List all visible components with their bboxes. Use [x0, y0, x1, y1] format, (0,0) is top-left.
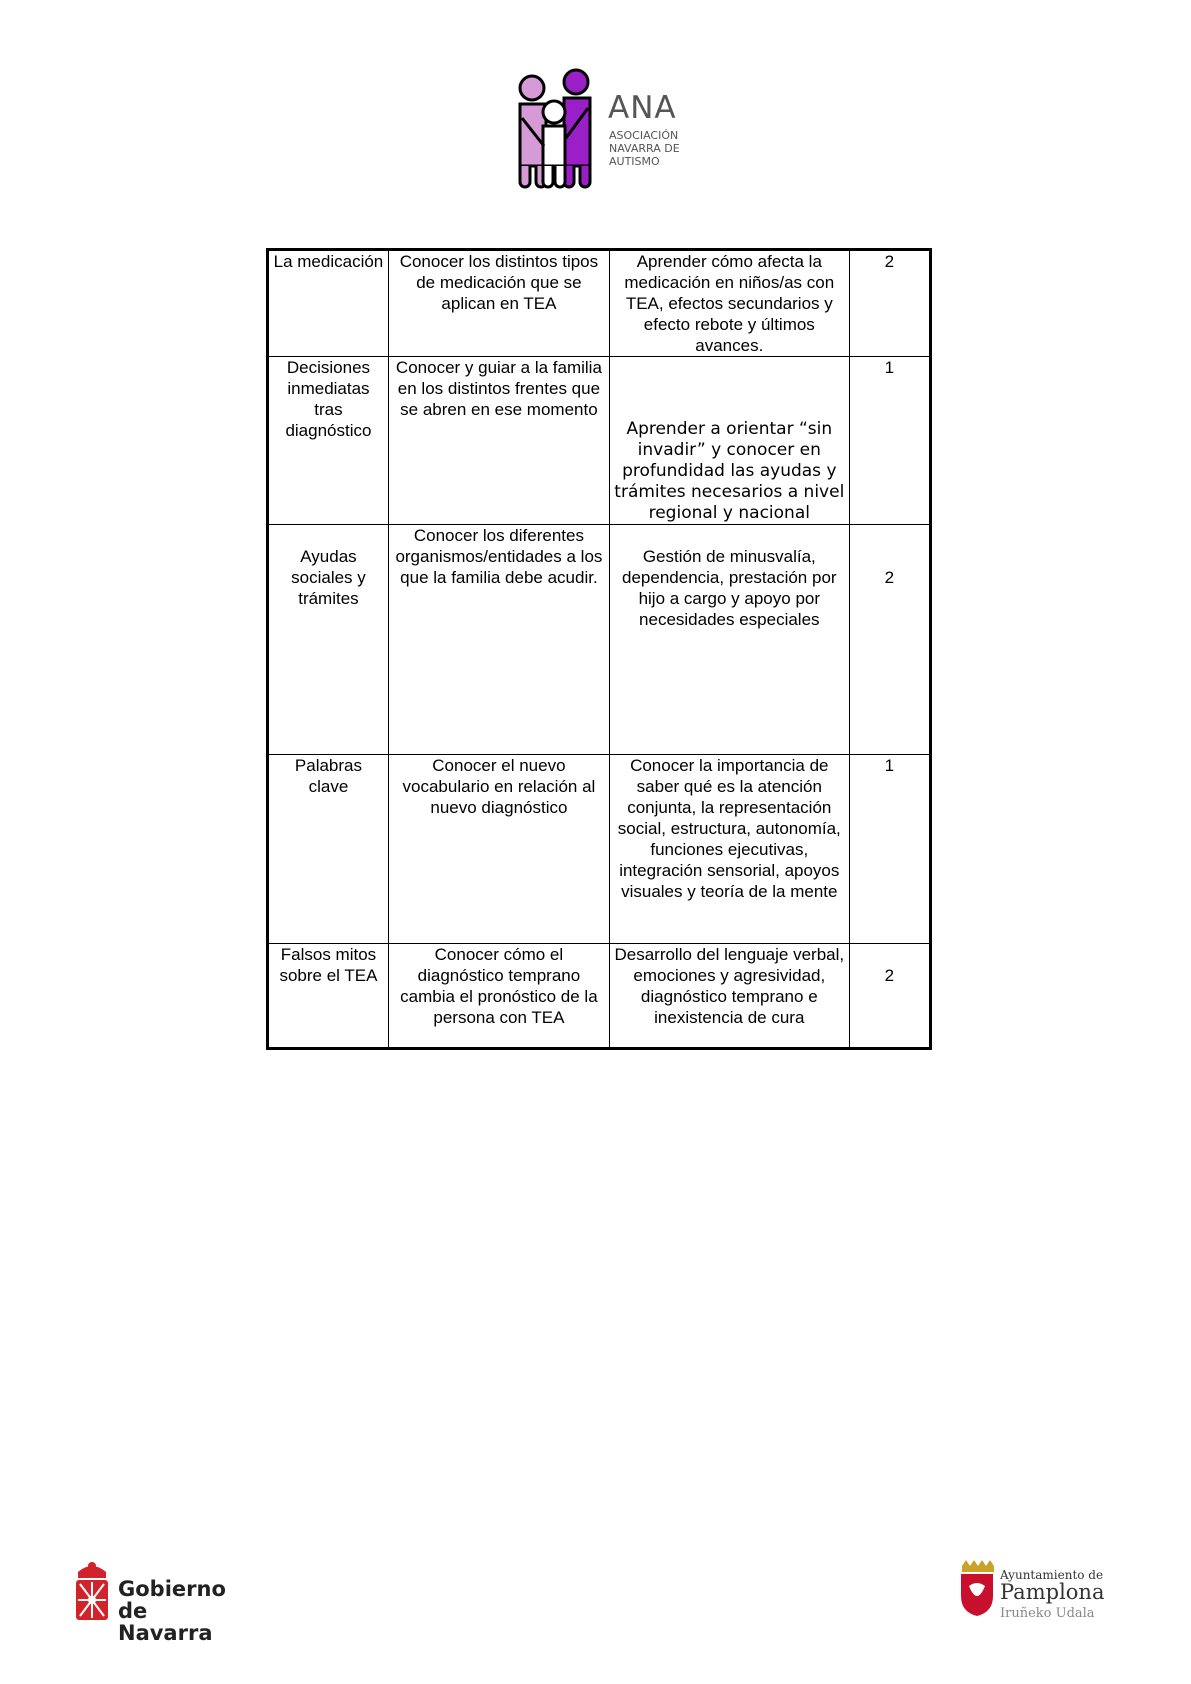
content-cell: Desarrollo del lenguaje verbal, emociones y agresividad, diagnóstico temprano e inexistencia de cura	[609, 944, 849, 1049]
content-cell: Conocer la importancia de saber qué es la atención conjunta, la representación social, estructura, autonomía, funciones ejecutivas, integración sensorial, apoyos visuales y teoría de la mente	[609, 755, 849, 944]
content-cell: Aprender cómo afecta la medicación en niños/as con TEA, efectos secundarios y efecto rebote y últimos avances.	[609, 250, 849, 357]
topic-cell: Decisiones inmediatas tras diagnóstico	[268, 357, 389, 525]
ana-logo-title: ANA	[608, 90, 677, 126]
hours-cell: 2	[849, 250, 930, 357]
hours-cell: 2	[849, 525, 930, 755]
ana-logo	[510, 68, 710, 198]
gobierno-line: Gobierno	[118, 1577, 226, 1601]
hours-cell: 2	[849, 944, 930, 1049]
hours-cell: 1	[849, 357, 930, 525]
table-row	[268, 525, 931, 755]
ana-logo-subtitle	[609, 129, 709, 168]
objective-cell: Conocer los diferentes organismos/entidades a los que la familia debe acudir.	[388, 525, 609, 755]
table-row	[268, 250, 931, 357]
objective-cell: Conocer el nuevo vocabulario en relación al nuevo diagnóstico	[388, 755, 609, 944]
course-table	[266, 248, 932, 1050]
ana-subtitle-line: NAVARRA DE	[609, 142, 680, 155]
pamplona-line-2: Pamplona	[1000, 1580, 1105, 1604]
topic-cell: Ayudas sociales y trámites	[268, 525, 389, 755]
table-row	[268, 357, 931, 525]
topic-cell: La medicación	[268, 250, 389, 357]
content-cell: Aprender a orientar “sin invadir” y conocer en profundidad las ayudas y trámites necesarios a nivel regional y nacional	[609, 357, 849, 525]
hours-cell: 1	[849, 755, 930, 944]
navarra-crest-icon	[72, 1560, 112, 1626]
topic-cell: Palabras clave	[268, 755, 389, 944]
pamplona-crest-icon	[958, 1556, 996, 1618]
table-row	[268, 944, 931, 1049]
pamplona-logo	[958, 1556, 1108, 1626]
objective-cell: Conocer y guiar a la familia en los distintos frentes que se abren en ese momento	[388, 357, 609, 525]
gobierno-navarra-logo	[72, 1560, 242, 1645]
table-row	[268, 755, 931, 944]
content-cell: Gestión de minusvalía, dependencia, prestación por hijo a cargo y apoyo por necesidades especiales	[609, 525, 849, 755]
ana-subtitle-line: AUTISMO	[609, 155, 660, 168]
gobierno-navarra-text	[118, 1578, 242, 1644]
gobierno-line: de Navarra	[118, 1599, 213, 1645]
ana-subtitle-line: ASOCIACIÓN	[609, 129, 679, 142]
pamplona-line-3: Iruñeko Udala	[1000, 1606, 1095, 1621]
pamplona-line-1: Ayuntamiento de	[1000, 1568, 1104, 1582]
objective-cell: Conocer los distintos tipos de medicación que se aplican en TEA	[388, 250, 609, 357]
ana-figures-icon	[510, 68, 605, 193]
objective-cell: Conocer cómo el diagnóstico temprano cambia el pronóstico de la persona con TEA	[388, 944, 609, 1049]
topic-cell: Falsos mitos sobre el TEA	[268, 944, 389, 1049]
